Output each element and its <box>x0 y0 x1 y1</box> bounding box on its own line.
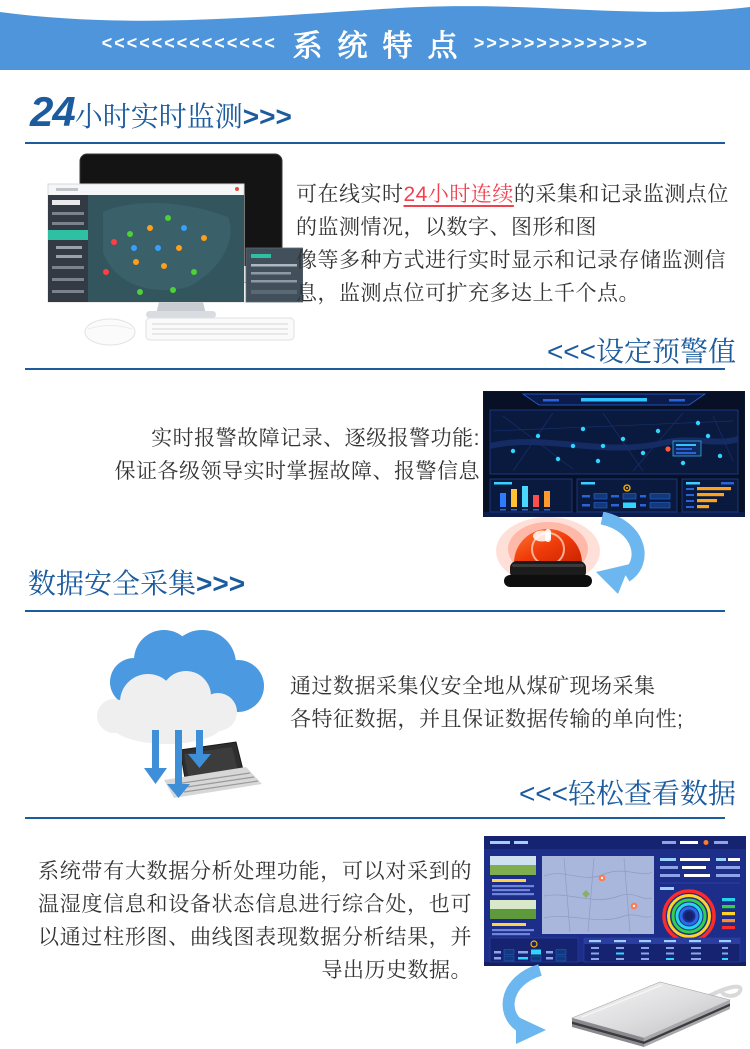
para-text: 保证各级领导实时掌握故障、报警信息 <box>114 460 480 483</box>
para-text: 的采集和记录监测点位的监测情况，以数字、图形和图 <box>296 183 729 239</box>
region-map <box>542 856 654 934</box>
divider-line <box>25 610 725 612</box>
left-chevrons-decoration: <<<<<<<<<<<<<< <box>101 32 277 53</box>
page-title: 系统特点 <box>292 30 473 63</box>
highlighted-text: 24小时连续 <box>403 183 514 206</box>
divider-line <box>25 142 725 144</box>
collect-paragraph <box>290 670 730 736</box>
curved-arrow-down-left-icon <box>588 512 652 598</box>
data-table <box>584 938 740 962</box>
right-chevrons-decoration: >>>>>>>>>>>>>> <box>473 32 649 53</box>
site-card <box>490 900 536 935</box>
para-text: 各特征数据，并且保证数据传输的单向性; <box>290 708 684 731</box>
alarm-dashboard-screenshot <box>483 391 745 517</box>
heading-arrows: >>> <box>242 101 292 132</box>
warning-paragraph <box>58 422 480 488</box>
para-text: 可在线实时 <box>296 183 404 206</box>
controls-panel <box>490 938 578 962</box>
heading-text: 数据安全采集 <box>28 568 197 599</box>
section-heading-warning: <<<设定预警值 <box>546 336 736 367</box>
section-heading-view: <<<轻松查看数据 <box>518 778 736 809</box>
para-text: 通过数据采集仪安全地从煤矿现场采集 <box>290 675 656 698</box>
cloud-download-illustration <box>52 614 304 802</box>
keyboard-illustration <box>146 318 294 340</box>
para-text: 像等多种方式进行实时显示和记录存储监测信息，监测点位可扩充多达上千个点。 <box>296 249 726 305</box>
section-heading-collect <box>28 562 245 602</box>
header-band <box>0 0 750 70</box>
section-heading-monitoring <box>30 88 292 136</box>
divider-line <box>25 368 725 370</box>
view-paragraph: 系统带有大数据分析处理功能，可以对采到的温湿度信息和设备状态信息进行综合处，也可以通过柱形图、曲线图表现数据分析结果，并导出历史数据。 <box>38 860 472 982</box>
divider-line <box>25 817 725 819</box>
analytics-dashboard-screenshot <box>484 836 746 966</box>
hard-drive-illustration <box>552 968 750 1049</box>
heading-text: 小时实时监测 <box>74 101 243 132</box>
monitoring-paragraph <box>296 178 746 310</box>
hbar-panel <box>682 479 738 512</box>
monitor-illustration <box>18 152 303 348</box>
alert-pin <box>665 446 670 451</box>
heading-arrows: >>> <box>196 568 246 599</box>
para-text: 实时报警故障记录、逐级报警功能: <box>151 427 480 450</box>
side-panel-screenshot <box>246 248 303 302</box>
app-window-map-screenshot <box>48 184 244 302</box>
heading-number: 24 <box>30 88 75 135</box>
mouse-illustration <box>85 319 135 345</box>
